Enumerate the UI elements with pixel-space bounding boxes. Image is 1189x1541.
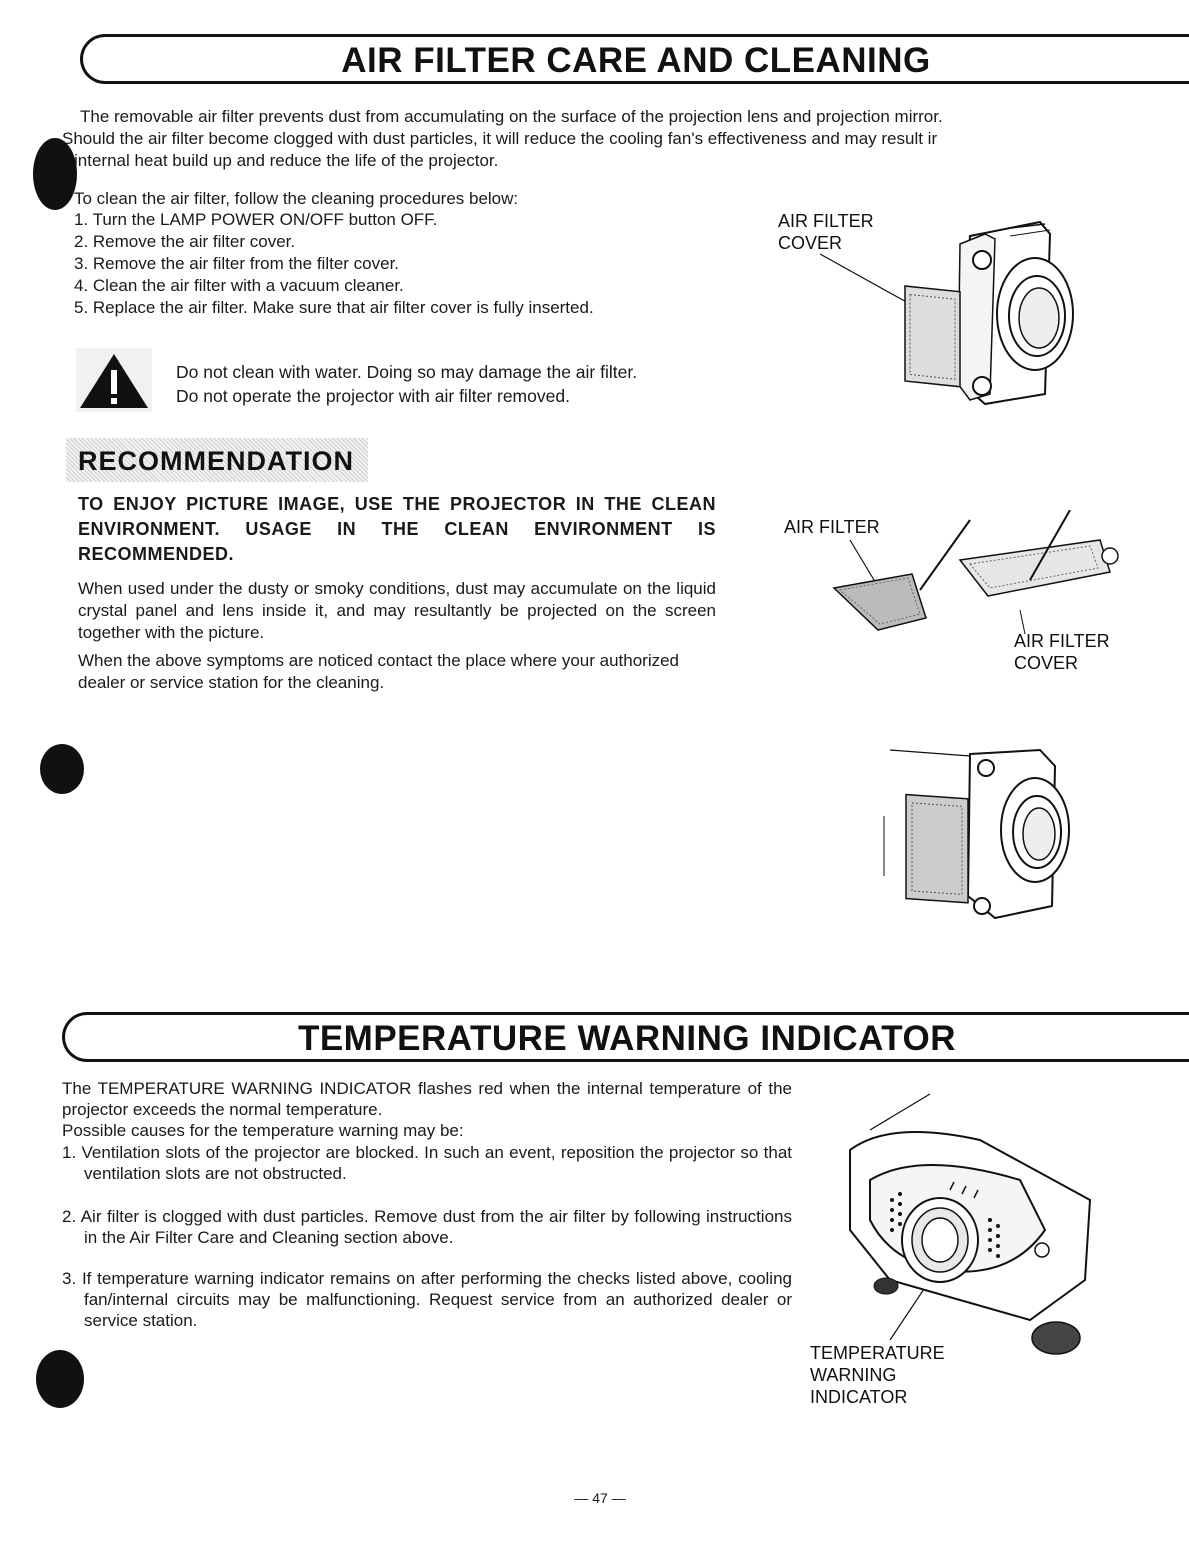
page-number: — 47 — — [574, 1490, 626, 1506]
intro-line-2: Should the air filter become clogged with dust particles, it will reduce the cooling fan's effectiveness and may result ir — [62, 129, 938, 148]
temperature-cause-2: 2. Air filter is clogged with dust particles. Remove dust from the air filter by following instructions in the Air Filter Care and Cleaning section above. — [62, 1207, 792, 1247]
recommendation-para-2: When the above symptoms are noticed contact the place where your authorized dealer or service station for the cleaning. — [78, 651, 680, 692]
recommendation-para-1: When used under the dusty or smoky conditions, dust may accumulate on the liquid crystal panel and lens inside it, and may resultantly be projected on the screen together with the picture. — [78, 579, 716, 642]
recommendation-heading-box — [66, 438, 368, 482]
intro-line-3: internal heat build up and reduce the life of the projector. — [74, 151, 499, 170]
temperature-cause-1: 1. Ventilation slots of the projector are blocked. In such an event, reposition the projector so that ventilation slots are not obstructed. — [62, 1143, 792, 1183]
step-5: 5. Replace the air filter. Make sure that air filter cover is fully inserted. — [74, 298, 594, 317]
temperature-label-line1: TEMPERATURE — [810, 1343, 945, 1363]
temperature-intro: The TEMPERATURE WARNING INDICATOR flashes red when the internal temperature of the projector exceeds the normal temperature. — [62, 1079, 792, 1119]
filter-and-cover-illustration — [820, 510, 1120, 640]
intro-line-1: The removable air filter prevents dust from accumulating on the surface of the projection lens and projection mirror. — [80, 107, 943, 126]
temperature-title: TEMPERATURE WARNING INDICATOR — [297, 1019, 957, 1058]
temperature-label-line3: INDICATOR — [810, 1387, 908, 1407]
figure2-label-cover-line2: COVER — [1014, 653, 1079, 673]
recommendation-bold-text: TO ENJOY PICTURE IMAGE, USE THE PROJECTOR IN THE CLEAN ENVIRONMENT. USAGE IN THE CLEAN ENVIRONMENT IS RECOMMENDED. — [78, 494, 716, 564]
step-2: 2. Remove the air filter cover. — [74, 232, 296, 251]
warning-line-1: Do not clean with water. Doing so may damage the air filter. — [176, 362, 638, 382]
figure1-label-line1: AIR FILTER — [778, 211, 874, 231]
figure2-label-cover-line1: AIR FILTER — [1014, 631, 1110, 651]
warning-line-2: Do not operate the projector with air filter removed. — [176, 386, 570, 406]
figure1-label-line2: COVER — [778, 233, 843, 253]
binder-hole-middle — [40, 744, 84, 794]
recommendation-heading: RECOMMENDATION — [78, 446, 354, 476]
temperature-cause-3: 3. If temperature warning indicator remains on after performing the checks listed above, cooling fan/internal circuits may be malfunctioning. Request service from an authorized dealer or service station. — [62, 1269, 792, 1330]
step-1: 1. Turn the LAMP POWER ON/OFF button OFF. — [74, 210, 438, 229]
projector-filter-cover-illustration — [810, 214, 1080, 414]
temperature-label-line2: WARNING — [810, 1365, 897, 1385]
steps-intro: To clean the air filter, follow the cleaning procedures below: — [74, 189, 519, 208]
binder-hole-bottom — [36, 1350, 84, 1408]
air-filter-section-header — [80, 34, 1189, 84]
step-3: 3. Remove the air filter from the filter cover. — [74, 254, 400, 273]
temperature-section-header — [62, 1012, 1189, 1062]
temperature-causes-intro: Possible causes for the temperature warning may be: — [62, 1121, 464, 1140]
projector-front-illustration — [830, 1090, 1120, 1370]
warning-triangle-icon — [76, 348, 152, 412]
step-4: 4. Clean the air filter with a vacuum cleaner. — [74, 276, 404, 295]
air-filter-title: AIR FILTER CARE AND CLEANING — [341, 41, 931, 80]
cleaning-steps-list — [74, 209, 594, 319]
figure2-label-filter: AIR FILTER — [784, 517, 880, 537]
projector-filter-inserted-illustration — [870, 746, 1080, 926]
